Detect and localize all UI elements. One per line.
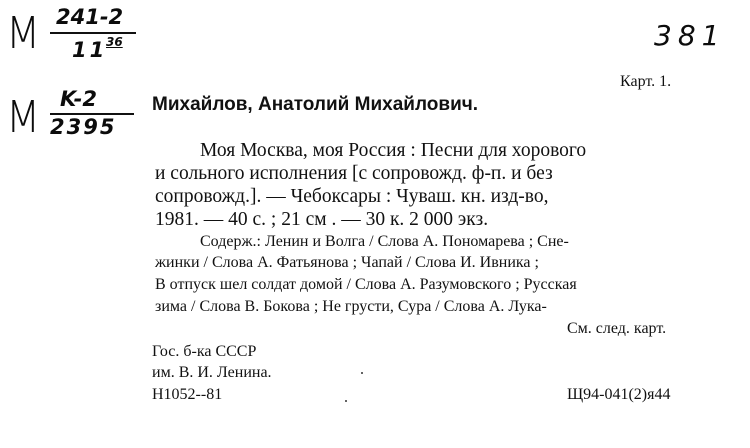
call-number-1-letter: M <box>6 8 41 59</box>
call-number-2-top: K-2 <box>60 87 98 111</box>
call-number-1-bottom: 11 <box>72 38 108 62</box>
description-line: 1981. — 40 с. ; 21 см . — 30 к. 2 000 экз. <box>155 209 489 230</box>
call-number-1-superscript: 36 <box>106 35 123 49</box>
contents-line: зима / Слова В. Бокова ; Не грусти, Сура / Слова А. Лука- <box>155 298 547 315</box>
contents-line: жинки / Слова А. Фатьянова ; Чапай / Слова И. Ивника ; <box>155 254 539 271</box>
call-number-1-top: 241-2 <box>56 5 124 29</box>
author-heading: Михайлов, Анатолий Михайлович. <box>152 94 479 115</box>
contents-line: Содерж.: Ленин и Волга / Слова А. Пономарева ; Сне- <box>200 233 569 250</box>
card-number: Карт. 1. <box>620 73 672 90</box>
description-line: и сольного исполнения [с сопровожд. ф-п. и без <box>155 163 553 184</box>
description-line: Моя Москва, моя Россия : Песни для хорового <box>200 140 587 161</box>
index-code: Щ94-041(2)я44 <box>567 386 671 403</box>
library-name: Гос. б-ка СССР <box>152 343 257 360</box>
catalog-number: Н1052--81 <box>152 386 223 403</box>
corner-number: 381 <box>654 19 726 52</box>
library-name: им. В. И. Ленина. <box>152 364 272 381</box>
call-number-2-letter: M <box>6 92 41 143</box>
contents-line: В отпуск шел солдат домой / Слова А. Разумовского ; Русская <box>155 276 577 293</box>
call-number-1-fraction-line <box>50 32 136 34</box>
speck <box>345 400 347 402</box>
description-line: сопровожд.]. — Чебоксары : Чуваш. кн. изд-во, <box>155 186 549 207</box>
continuation-note: См. след. карт. <box>567 320 667 337</box>
call-number-2-bottom: 2395 <box>50 115 117 139</box>
speck <box>361 372 363 374</box>
